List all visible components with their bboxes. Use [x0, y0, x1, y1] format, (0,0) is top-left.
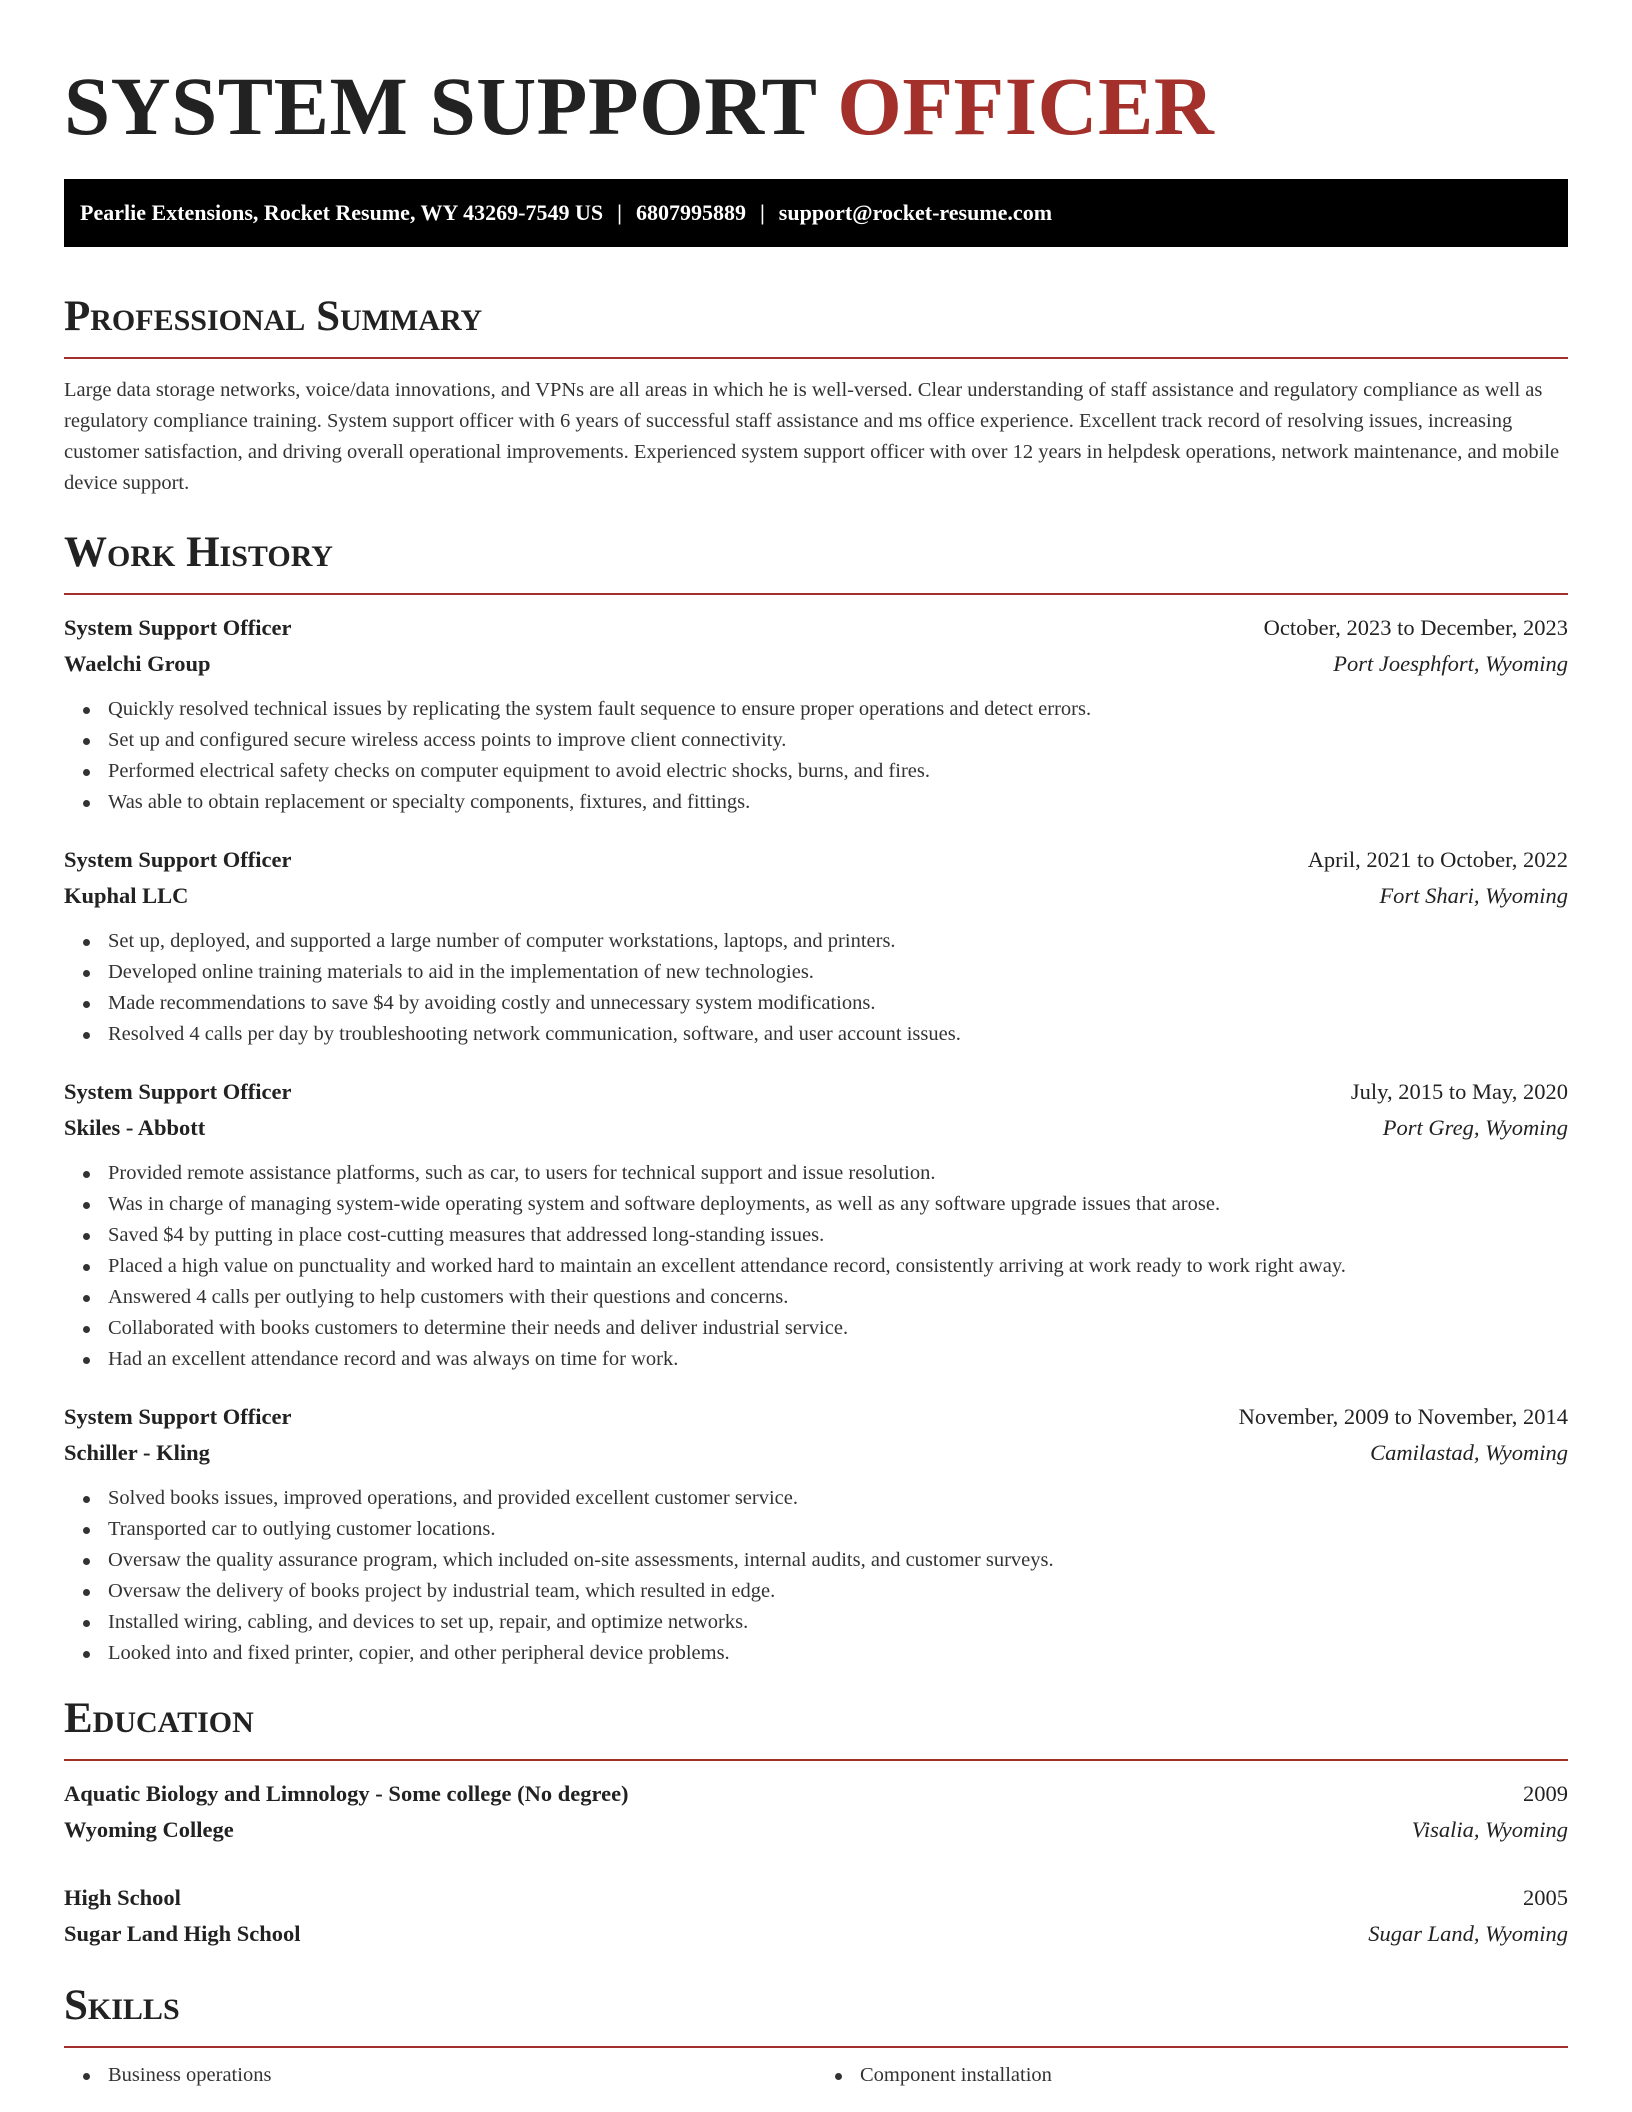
job-bullet-list — [64, 1483, 1568, 1669]
job-bullet: Saved $4 by putting in place cost-cutting measures that addressed long-standing issues. — [108, 1220, 1568, 1251]
job-company: Schiller - Kling — [64, 1440, 210, 1465]
job-bullet: Solved books issues, improved operations, and provided excellent customer service. — [108, 1483, 1568, 1514]
job-bullet: Transported car to outlying customer locations. — [108, 1514, 1568, 1545]
contact-separator: | — [617, 200, 622, 225]
education-school: Wyoming College — [64, 1817, 234, 1842]
education-degree: Aquatic Biology and Limnology - Some college (No degree) — [64, 1781, 629, 1806]
job-bullet: Performed electrical safety checks on computer equipment to avoid electric shocks, burns, and fires. — [108, 756, 1568, 787]
job-bullet: Installed wiring, cabling, and devices to set up, repair, and optimize networks. — [108, 1607, 1568, 1638]
job-dates: November, 2009 to November, 2014 — [1238, 1404, 1568, 1429]
skill-item: Business operations — [108, 2060, 816, 2091]
job-entry — [64, 610, 1568, 818]
job-title: System Support Officer — [64, 1404, 292, 1429]
job-title: System Support Officer — [64, 615, 292, 640]
title-main: SYSTEM SUPPORT — [64, 60, 817, 152]
job-bullet: Oversaw the quality assurance program, which included on-site assessments, internal audits, and customer surveys. — [108, 1545, 1568, 1576]
skills-divider — [64, 2046, 1568, 2048]
education-degree: High School — [64, 1885, 181, 1910]
work-history-divider — [64, 593, 1568, 595]
job-bullet: Answered 4 calls per outlying to help customers with their questions and concerns. — [108, 1282, 1568, 1313]
education-year: 2009 — [1523, 1781, 1568, 1806]
job-header-row — [64, 1399, 1568, 1435]
skills-heading: Skills — [64, 1982, 180, 2029]
education-location: Sugar Land, Wyoming — [1368, 1921, 1568, 1946]
job-entry — [64, 842, 1568, 1050]
summary-text: Large data storage networks, voice/data innovations, and VPNs are all areas in which he is well-versed. Clear understanding of staff assistance and regulatory compliance as well as regulatory compliance training. System support officer with 6 years of successful staff assistance and ms office experience. Excellent track record of resolving issues, increasing customer satisfaction, and driving overall operational improvements. Experienced system support officer with over 12 years in helpdesk operations, network maintenance, and mobile device support. — [64, 379, 1560, 494]
job-entry — [64, 1399, 1568, 1669]
job-bullet-list — [64, 926, 1568, 1050]
job-bullet: Made recommendations to save $4 by avoiding costly and unnecessary system modifications. — [108, 988, 1568, 1019]
skills-list-left — [64, 2060, 816, 2091]
contact-separator: | — [759, 200, 765, 225]
education-school-row — [64, 1916, 1568, 1952]
job-bullet: Was in charge of managing system-wide operating system and software deployments, as well as any software upgrade issues that arose. — [108, 1189, 1568, 1220]
work-history-heading: Work History — [64, 529, 333, 576]
job-bullet: Was able to obtain replacement or specialty components, fixtures, and fittings. — [108, 787, 1568, 818]
job-company-row — [64, 878, 1568, 914]
resume-title — [64, 0, 1568, 154]
contact-email: support@rocket-resume.com — [778, 200, 1053, 225]
education-location: Visalia, Wyoming — [1411, 1817, 1568, 1842]
summary-divider — [64, 357, 1568, 359]
education-degree-row — [64, 1880, 1568, 1916]
job-location: Camilastad, Wyoming — [1370, 1440, 1568, 1465]
job-bullet: Oversaw the delivery of books project by industrial team, which resulted in edge. — [108, 1576, 1568, 1607]
job-bullet: Looked into and fixed printer, copier, and other peripheral device problems. — [108, 1638, 1568, 1669]
job-title: System Support Officer — [64, 1079, 292, 1104]
job-title: System Support Officer — [64, 847, 292, 872]
job-bullet: Collaborated with books customers to determine their needs and deliver industrial service. — [108, 1313, 1568, 1344]
summary-heading: Professional Summary — [64, 293, 483, 340]
skills-columns — [64, 2060, 1568, 2091]
job-company: Skiles - Abbott — [64, 1115, 206, 1140]
job-company: Waelchi Group — [64, 651, 211, 676]
job-bullet: Resolved 4 calls per day by troubleshooting network communication, software, and user account issues. — [108, 1019, 1568, 1050]
job-location: Port Joesphfort, Wyoming — [1333, 651, 1568, 676]
job-bullet: Set up, deployed, and supported a large number of computer workstations, laptops, and printers. — [108, 926, 1568, 957]
job-bullet: Quickly resolved technical issues by replicating the system fault sequence to ensure proper operations and detect errors. — [108, 694, 1568, 725]
education-school-row — [64, 1812, 1568, 1848]
contact-bar — [64, 179, 1568, 247]
skill-item: Component installation — [860, 2060, 1568, 2091]
job-bullet-list — [64, 1158, 1568, 1375]
job-bullet: Developed online training materials to aid in the implementation of new technologies. — [108, 957, 1568, 988]
education-heading: Education — [64, 1695, 254, 1742]
skills-list-right — [816, 2060, 1568, 2091]
job-bullet-list — [64, 694, 1568, 818]
education-school: Sugar Land High School — [64, 1921, 301, 1946]
job-company-row — [64, 1110, 1568, 1146]
job-bullet: Set up and configured secure wireless access points to improve client connectivity. — [108, 725, 1568, 756]
job-bullet: Placed a high value on punctuality and worked hard to maintain an excellent attendance record, consistently arriving at work ready to work right away. — [108, 1251, 1568, 1282]
education-divider — [64, 1759, 1568, 1761]
resume-page — [64, 0, 1568, 2091]
education-year: 2005 — [1523, 1885, 1568, 1910]
job-company-row — [64, 646, 1568, 682]
job-header-row — [64, 842, 1568, 878]
job-company-row — [64, 1435, 1568, 1471]
contact-address: Pearlie Extensions, Rocket Resume, WY 43269-7549 US — [80, 200, 604, 225]
job-bullet: Had an excellent attendance record and was always on time for work. — [108, 1344, 1568, 1375]
job-location: Port Greg, Wyoming — [1382, 1115, 1568, 1140]
job-location: Fort Shari, Wyoming — [1379, 883, 1568, 908]
job-dates: July, 2015 to May, 2020 — [1350, 1079, 1568, 1104]
job-dates: October, 2023 to December, 2023 — [1263, 615, 1568, 640]
job-dates: April, 2021 to October, 2022 — [1307, 847, 1568, 872]
job-header-row — [64, 1074, 1568, 1110]
job-entry — [64, 1074, 1568, 1375]
title-accent: OFFICER — [837, 60, 1215, 152]
education-entry — [64, 1776, 1568, 1848]
education-degree-row — [64, 1776, 1568, 1812]
job-header-row — [64, 610, 1568, 646]
job-company: Kuphal LLC — [64, 883, 189, 908]
contact-phone: 6807995889 — [635, 200, 746, 225]
education-entry — [64, 1880, 1568, 1952]
job-bullet: Provided remote assistance platforms, such as car, to users for technical support and issue resolution. — [108, 1158, 1568, 1189]
